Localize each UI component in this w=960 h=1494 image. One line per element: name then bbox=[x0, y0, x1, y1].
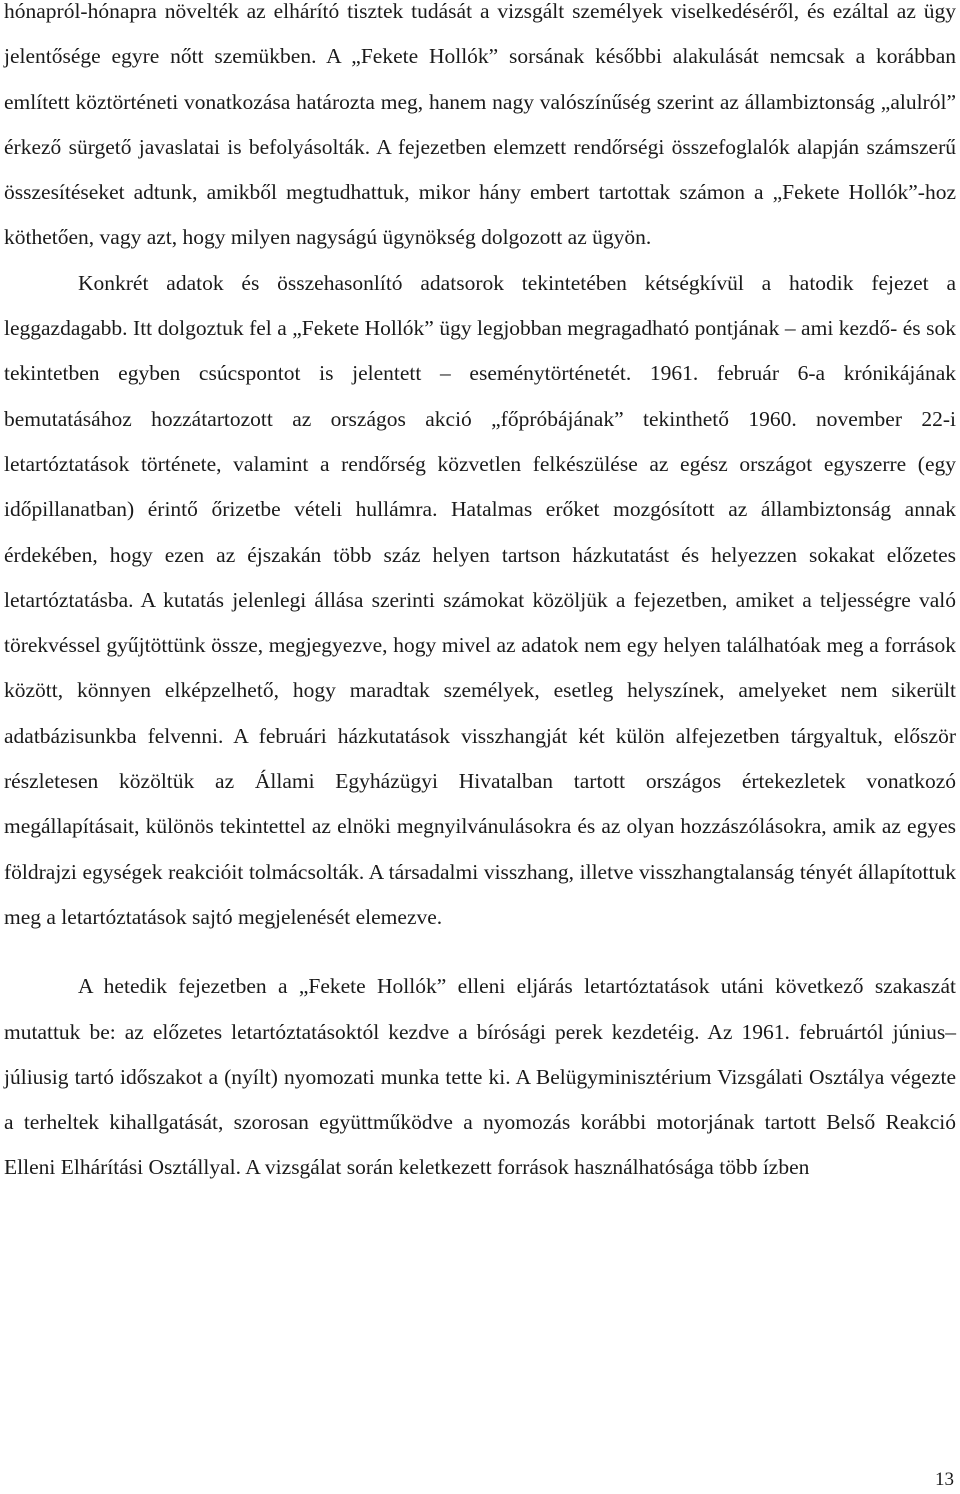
page-number: 13 bbox=[935, 1469, 954, 1490]
paragraph-3: A hetedik fejezetben a „Fekete Hollók” elleni eljárás letartóztatások utáni következő szakaszát mutattuk be: az előzetes letartóztatásoktól kezdve a bírósági perek kezdetéig. Az 1961. februártól június–júliusig tartó időszakot a (nyílt) nyomozati munka tette ki. A Belügyminisztérium Vizsgálati Osztálya végezte a terheltek kihallgatását, szorosan együttműködve a nyomozás korábbi motorjának tartott Belső Reakció Elleni Elhárítási Osztállyal. A vizsgálat során keletkezett források használhatósága több ízben bbox=[4, 974, 956, 1180]
paragraph-1: hónapról-hónapra növelték az elhárító tisztek tudását a vizsgált személyek viselkedéséről, és ezáltal az ügy jelentősége egyre nőtt szemükben. A „Fekete Hollók” sorsának későbbi alakulását nemcsak a korábban említett köztörténeti vonatkozása határozta meg, hanem nagy valószínűség szerint az állambiztonság „alulról” érkező sürgető javaslatai is befolyásolták. A fejezetben elemzett rendőrségi összefoglalók alapján számszerű összesítéseket adtunk, amikből megtudhattuk, mikor hány embert tartottak számon a „Fekete Hollók”-hoz köthetően, vagy azt, hogy milyen nagyságú ügynökség dolgozott az ügyön. bbox=[4, 0, 956, 250]
document-page bbox=[4, 0, 956, 1191]
paragraph-2: Konkrét adatok és összehasonlító adatsorok tekintetében kétségkívül a hatodik fejezet a leggazdagabb. Itt dolgoztuk fel a „Fekete Hollók” ügy legjobban megragadható pontjának – ami kezdő- és sok tekintetben egyben csúcspontot is jelentett – eseménytörténetét. 1961. február 6-a krónikájának bemutatásához hozzátartozott az országos akció „főpróbájának” tekinthető 1960. november 22-i letartóztatások története, valamint a rendőrség közvetlen felkészülése az egész országot egyszerre (egy időpillanatban) érintő őrizetbe vételi hullámra. Hatalmas erőket mozgósított az állambiztonság annak érdekében, hogy ezen az éjszakán több száz helyen tartson házkutatást és helyezzen sokakat előzetes letartóztatásba. A kutatás jelenlegi állása szerinti számokat közöljük a fejezetben, amiket a teljességre való törekvéssel gyűjtöttünk össze, megjegyezve, hogy mivel az adatok nem egy helyen találhatóak meg a források között, könnyen elképzelhető, hogy maradtak személyek, esetleg helyszínek, amelyeket nem sikerült adatbázisunkba felvenni. A februári házkutatások visszhangját két külön alfejezetben tárgyaltuk, először részletesen közöltük az Állami Egyházügyi Hivatalban tartott országos értekezletek vonatkozó megállapításait, különös tekintettel az elnöki megnyilvánulásokra és az olyan hozzászólásokra, amik az egyes földrajzi egységek reakcióit tolmácsolták. A társadalmi visszhang, illetve visszhangtalanság tényét állapítottuk meg a letartóztatások sajtó megjelenését elemezve. bbox=[4, 270, 956, 929]
